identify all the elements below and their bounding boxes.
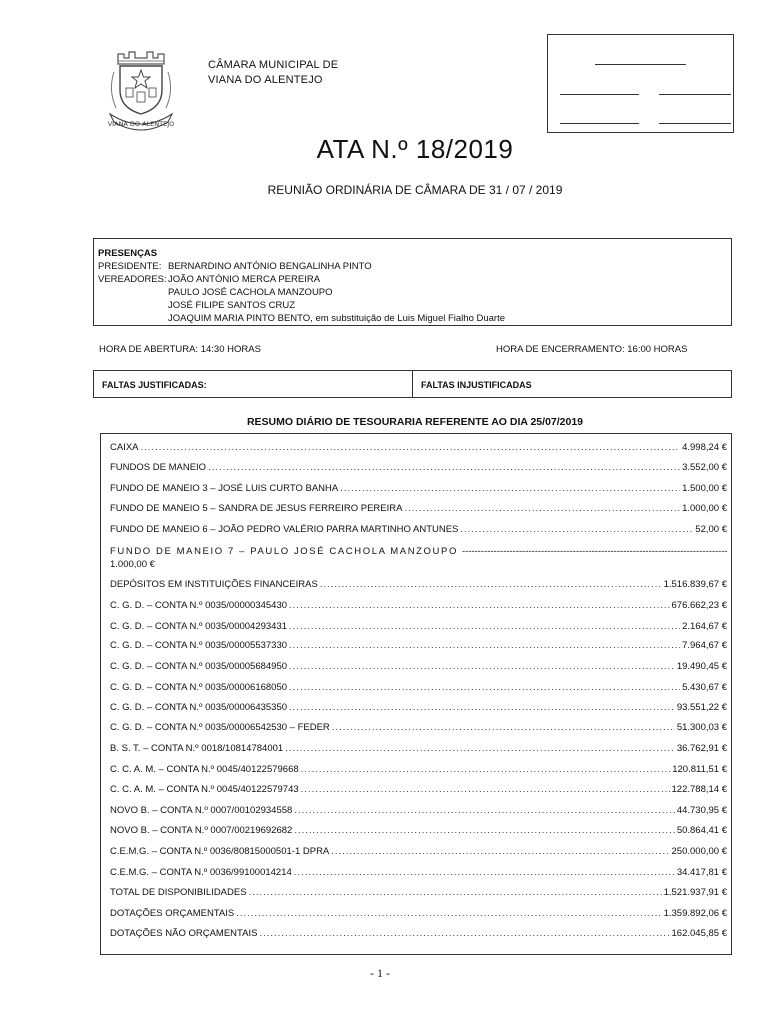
treasury-row: CAIXA ..... 4.998,24 € [110, 442, 727, 453]
justified-absences: FALTAS JUSTIFICADAS: [102, 380, 207, 390]
treasury-row: C. G. D. – CONTA N.º 0035/00004293431 ..... 2.164,67 € [110, 621, 727, 632]
municipal-crest [96, 42, 186, 132]
treasury-total-row: TOTAL DE DISPONIBILIDADES ..... 1.521.937,91 € [110, 887, 727, 898]
treasury-row-label: FUNDO DE MANEIO 7 – PAULO JOSÉ CACHOLA MANZOUPO [110, 546, 458, 557]
unjustified-absences: FALTAS INJUSTIFICADAS [412, 371, 731, 397]
treasury-row-wrapped [110, 545, 727, 571]
reference-line [560, 123, 639, 124]
councillor-name: JOSÉ FILIPE SANTOS CRUZ [168, 300, 296, 311]
councillor-name: JOAQUIM MARIA PINTO BENTO, em substituição de Luis Miguel Fialho Duarte [168, 313, 506, 324]
municipality-line-1: CÂMARA MUNICIPAL DE [208, 59, 339, 71]
councillors-label: VEREADORES: [98, 274, 167, 285]
treasury-row: C. G. D. – CONTA N.º 0035/00006168050 ..... 5.430,67 € [110, 682, 727, 693]
treasury-row: C.E.M.G. – CONTA N.º 0036/80815000501-1 DPRA ..... 250.000,00 € [110, 846, 727, 857]
treasury-row-value: 1.000,00 € [110, 559, 155, 570]
treasury-row: DOTAÇÕES ORÇAMENTAIS ..... 1.359.892,06 € [110, 908, 727, 919]
treasury-row: B. S. T. – CONTA N.º 0018/10814784001 ..... 36.762,91 € [110, 743, 727, 754]
reference-line [595, 64, 686, 65]
treasury-row: C.E.M.G. – CONTA N.º 0036/99100014214 ..... 34.417,81 € [110, 867, 727, 878]
treasury-row: C. G. D. – CONTA N.º 0035/00005684950 ..... 19.490,45 € [110, 661, 727, 672]
reference-line [659, 123, 731, 124]
president-label: PRESIDENTE: [98, 261, 162, 272]
reference-line [659, 94, 731, 95]
treasury-row: FUNDO DE MANEIO 3 – JOSÉ LUIS CURTO BANHA ..... 1.500,00 € [110, 483, 727, 494]
councillors-row [98, 273, 731, 286]
reference-line [560, 94, 639, 95]
municipality-line-2: VIANA DO ALENTEJO [208, 74, 323, 86]
treasury-row: C. G. D. – CONTA N.º 0035/00005537330 ..... 7.964,67 € [110, 640, 727, 651]
treasury-row: NOVO B. – CONTA N.º 0007/00219692682 ..... 50.864,41 € [110, 825, 727, 836]
document-title: ATA N.º 18/2019 [316, 134, 514, 164]
treasury-summary-title: RESUMO DIÁRIO DE TESOURARIA REFERENTE AO DIA 25/07/2019 [246, 416, 584, 428]
opening-time: HORA DE ABERTURA: 14:30 HORAS [99, 344, 261, 355]
attendance-heading: PRESENÇAS [98, 248, 158, 259]
closing-time: HORA DE ENCERRAMENTO: 16:00 HORAS [496, 344, 688, 355]
councillor-name: PAULO JOSÉ CACHOLA MANZOUPO [168, 287, 333, 298]
treasury-row: C. C. A. M. – CONTA N.º 0045/40122579668 ..... 120.811,51 € [110, 764, 727, 775]
president-row [98, 260, 731, 273]
reference-box [547, 34, 734, 133]
treasury-summary-box [100, 433, 732, 955]
treasury-row: FUNDO DE MANEIO 5 – SANDRA DE JESUS FERREIRO PEREIRA ..... 1.000,00 € [110, 503, 727, 514]
treasury-row: FUNDOS DE MANEIO ..... 3.552,00 € [110, 462, 727, 473]
absences-table [93, 370, 732, 398]
treasury-row: C. G. D. – CONTA N.º 0035/00006435350 ..... 93.551,22 € [110, 702, 727, 713]
councillor-name: JOÃO ANTÓNIO MERCA PEREIRA [168, 274, 321, 285]
treasury-row: DOTAÇÕES NÃO ORÇAMENTAIS ..... 162.045,85 € [110, 928, 727, 939]
treasury-row: NOVO B. – CONTA N.º 0007/00102934558 ..... 44.730,95 € [110, 805, 727, 816]
president-name: BERNARDINO ANTÓNIO BENGALINHA PINTO [168, 261, 372, 272]
page-number: - 1 - [370, 966, 390, 980]
svg-text:VIANA DO ALENTEJO: VIANA DO ALENTEJO [107, 120, 175, 128]
treasury-row: C. G. D. – CONTA N.º 0035/00006542530 – FEDER ..... 51.300,03 € [110, 722, 727, 733]
treasury-row: C. G. D. – CONTA N.º 0035/00000345430 ..... 676.662,23 € [110, 600, 727, 611]
municipal-coat-of-arms-icon [96, 42, 186, 132]
treasury-row: FUNDO DE MANEIO 6 – JOÃO PEDRO VALÉRIO PARRA MARTINHO ANTUNES ..... 52,00 € [110, 524, 727, 535]
municipality-name [208, 58, 338, 88]
treasury-row: DEPÓSITOS EM INSTITUIÇÕES FINANCEIRAS ..... 1.516.839,67 € [110, 579, 727, 590]
attendance-box [93, 238, 732, 326]
treasury-row: C. C. A. M. – CONTA N.º 0045/40122579743 ..... 122.788,14 € [110, 784, 727, 795]
meeting-subtitle: REUNIÃO ORDINÁRIA DE CÂMARA DE 31 / 07 / 2019 [267, 183, 563, 197]
